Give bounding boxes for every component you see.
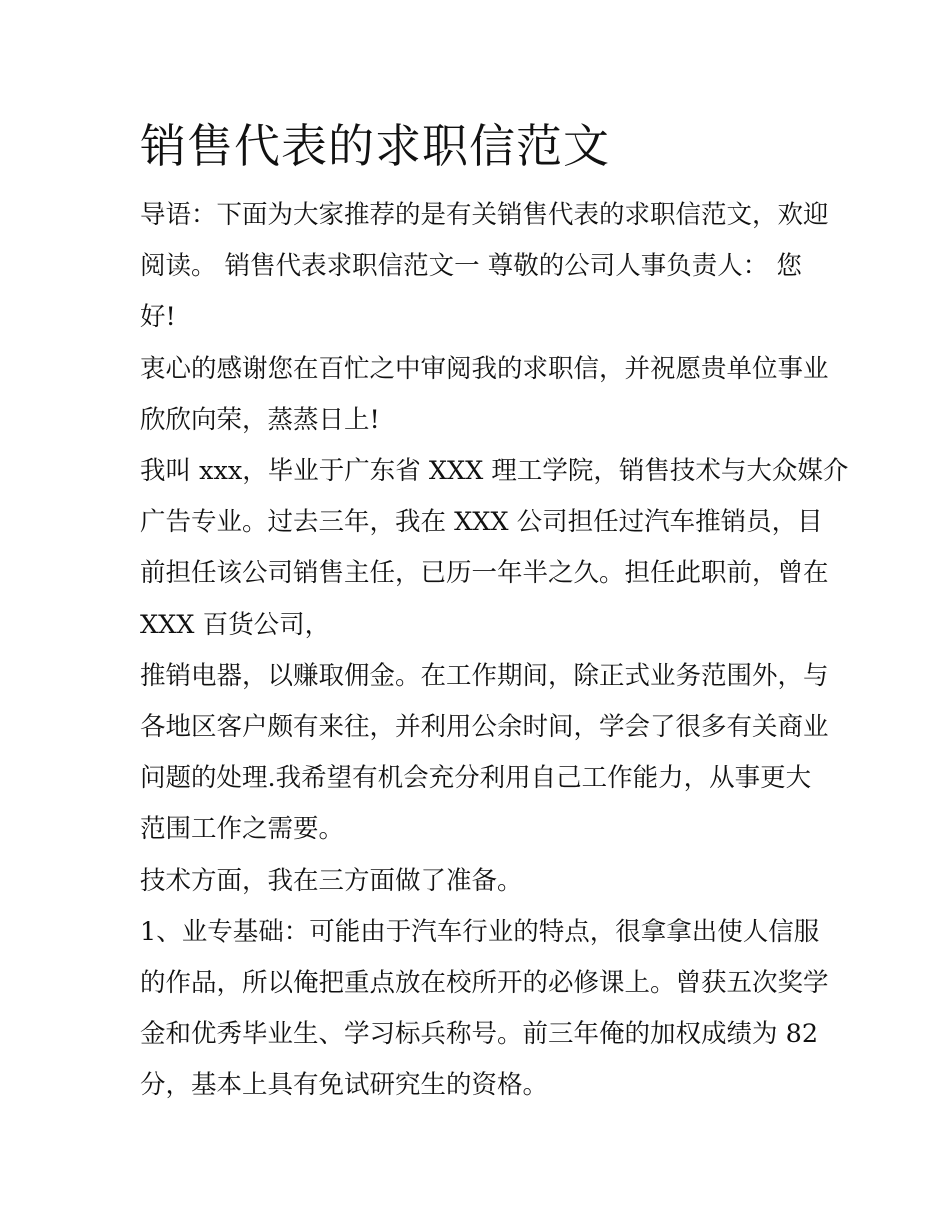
- body-line: 导语：下面为大家推荐的是有关销售代表的求职信范文，欢迎: [140, 200, 829, 230]
- body-line: 广告专业。过去三年，我在 XXX 公司担任过汽车推销员，目: [140, 507, 823, 538]
- body-line: 好!: [140, 302, 176, 333]
- body-line: 分，基本上具有免试研究生的资格。: [140, 1070, 549, 1101]
- body-line: 欣欣向荣，蒸蒸日上!: [140, 404, 380, 435]
- body-line: XXX 百货公司，: [140, 609, 331, 640]
- document-body: [140, 190, 849, 1112]
- document-title: 销售代表的求职信范文: [140, 119, 610, 173]
- body-line: 问题的处理.我希望有机会充分利用自己工作能力，从事更大: [140, 763, 812, 794]
- document-page: [140, 110, 849, 1112]
- body-line: 范围工作之需要。: [140, 814, 345, 845]
- body-line: 衷心的感谢您在百忙之中审阅我的求职信，并祝愿贵单位事业: [140, 353, 829, 384]
- body-line: 前担任该公司销售主任，已历一年半之久。担任此职前，曾在: [140, 558, 829, 589]
- body-line: 我叫 xxx，毕业于广东省 XXX 理工学院，销售技术与大众媒介: [140, 456, 849, 487]
- body-line: 的作品，所以俺把重点放在校所开的必修课上。曾获五次奖学: [140, 968, 829, 999]
- body-line: 金和优秀毕业生、学习标兵称号。前三年俺的加权成绩为 82: [140, 1019, 819, 1050]
- body-line: 阅读。 销售代表求职信范文一 尊敬的公司人事负责人： 您: [140, 251, 802, 282]
- body-line: 技术方面，我在三方面做了准备。: [140, 865, 523, 896]
- body-line: 1、业专基础：可能由于汽车行业的特点，很拿拿出使人信服: [140, 916, 820, 947]
- body-line: 推销电器，以赚取佣金。在工作期间，除正式业务范围外，与: [140, 660, 829, 691]
- body-line: 各地区客户颇有来往，并利用公余时间，学会了很多有关商业: [140, 712, 829, 743]
